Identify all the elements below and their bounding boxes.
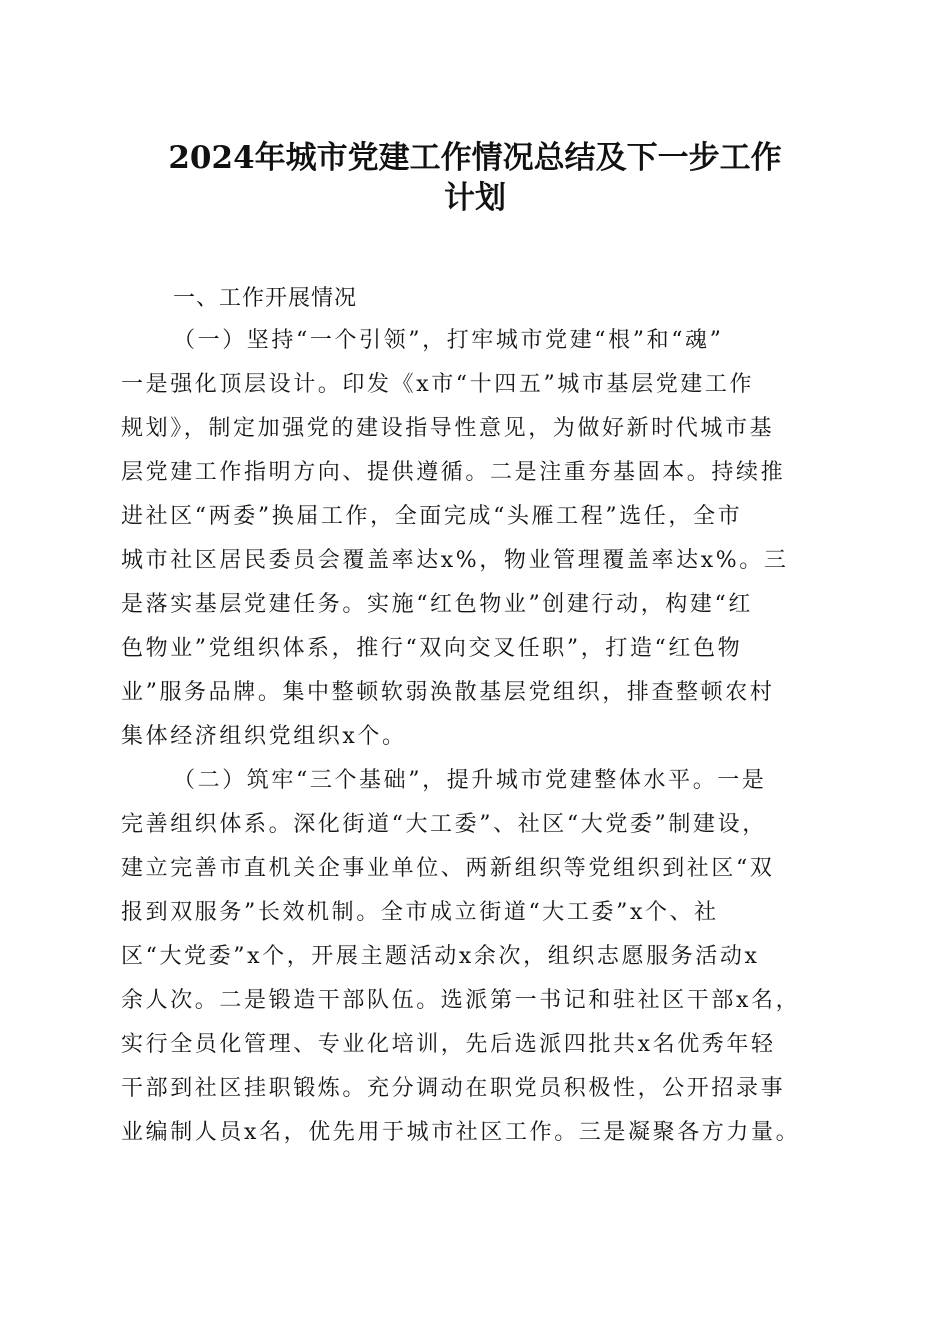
paragraph-line: 实行全员化管理、专业化培训，先后选派四批共x名优秀年轻 [121, 1032, 776, 1057]
subsection-heading-1: （一）坚持“一个引领”，打牢城市党建“根”和“魂” [173, 328, 724, 353]
paragraph-line: 业”服务品牌。集中整顿软弱涣散基层党组织，排查整顿农村 [121, 680, 775, 705]
subsection-heading-2: （二）筑牢“三个基础”，提升城市党建整体水平。一是 [173, 768, 767, 793]
paragraph-line: 规划》，制定加强党的建设指导性意见，为做好新时代城市基 [121, 416, 775, 441]
paragraph-line: 一是强化顶层设计。印发《x市“十四五”城市基层党建工作 [121, 372, 755, 397]
paragraph-line: 城市社区居民委员会覆盖率达x%，物业管理覆盖率达x%。三 [121, 548, 789, 573]
paragraph-line: 进社区“两委”换届工作，全面完成“头雁工程”选任，全市 [121, 504, 743, 529]
paragraph-line: 干部到社区挂职锻炼。充分调动在职党员积极性，公开招录事 [121, 1076, 786, 1101]
paragraph-line: 业编制人员x名，优先用于城市社区工作。三是凝聚各方力量。 [121, 1120, 801, 1145]
document-title-line-1: 2024年城市党建工作情况总结及下一步工作 [168, 140, 782, 176]
paragraph-line: 是落实基层党建任务。实施“红色物业”创建行动，构建“红 [121, 592, 753, 617]
paragraph-line: 集体经济组织党组织x个。 [121, 724, 407, 749]
paragraph-line: 区“大党委”x个，开展主题活动x余次，组织志愿服务活动x [121, 944, 760, 969]
paragraph-line: 层党建工作指明方向、提供遵循。二是注重夯基固本。持续推 [121, 460, 786, 485]
paragraph-line: 建立完善市直机关企事业单位、两新组织等党组织到社区“双 [121, 856, 775, 881]
paragraph-line: 余人次。二是锻造干部队伍。选派第一书记和驻社区干部x名， [121, 988, 801, 1013]
paragraph-line: 完善组织体系。深化街道“大工委”、社区“大党委”制建设， [121, 812, 767, 837]
document-title-line-2: 计划 [444, 180, 506, 216]
section-heading: 一、工作开展情况 [173, 286, 358, 311]
paragraph-line: 报到双服务”长效机制。全市成立街道“大工委”x个、社 [121, 900, 719, 925]
paragraph-line: 色物业”党组织体系，推行“双向交叉任职”，打造“红色物 [121, 636, 743, 661]
